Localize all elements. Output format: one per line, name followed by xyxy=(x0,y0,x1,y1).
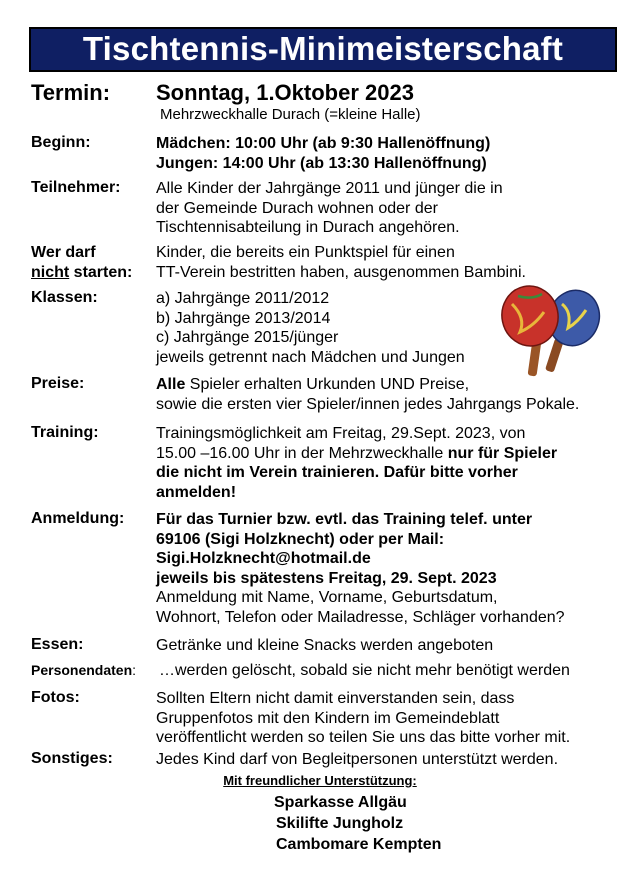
training-line3: die nicht im Verein trainieren. Dafür bitte vorher xyxy=(156,464,518,482)
personendaten-label xyxy=(31,662,136,678)
fotos-line: Sollten Eltern nicht damit einverstanden sein, dass xyxy=(156,690,515,707)
personendaten-colon: : xyxy=(132,662,137,678)
teilnehmer-value xyxy=(156,179,503,238)
termin-label: Termin: xyxy=(31,80,111,105)
fotos-value xyxy=(156,689,570,748)
sonstiges-value xyxy=(156,750,558,770)
sonstiges-label: Sonstiges: xyxy=(31,750,113,767)
anmeldung-bold-line: jeweils bis spätestens Freitag, 29. Sept. 2023 xyxy=(156,569,497,587)
table-tennis-rackets-icon xyxy=(498,282,602,382)
essen-value xyxy=(156,636,493,656)
beginn-value xyxy=(156,134,490,173)
fotos-line: Gruppenfotos mit den Kindern im Gemeindeblatt xyxy=(156,709,500,727)
teilnehmer-line: der Gemeinde Durach wohnen oder der xyxy=(156,199,438,217)
anmeldung-line: Wohnort, Telefon oder Mailadresse, Schläger vorhanden? xyxy=(156,608,565,626)
training-label: Training: xyxy=(31,424,99,441)
page-title: Tischtennis-Minimeisterschaft xyxy=(82,30,564,67)
beginn-line: Mädchen: 10:00 Uhr (ab 9:30 Hallenöffnung) xyxy=(156,135,491,152)
essen-text: Getränke und kleine Snacks werden angeboten xyxy=(156,637,494,654)
klassen-label: Klassen: xyxy=(31,289,98,306)
fotos-line: veröffentlicht werden so teilen Sie uns das bitte vorher mit. xyxy=(156,729,571,747)
anmeldung-value xyxy=(156,510,565,628)
klassen-line: jeweils getrennt nach Mädchen und Jungen xyxy=(156,348,465,366)
preise-label: Preise: xyxy=(31,375,85,392)
sponsor-item: Sparkasse Allgäu xyxy=(274,794,407,811)
anmeldung-bold-line: Für das Turnier bzw. evtl. das Training telef. unter xyxy=(156,511,533,528)
werdarf-label-not: nicht xyxy=(31,263,70,281)
personendaten-text: …werden gelöscht, sobald sie nicht mehr benötigt werden xyxy=(159,662,570,679)
teilnehmer-line: Alle Kinder der Jahrgänge 2011 und jünger die in xyxy=(156,180,503,197)
klassen-line: c) Jahrgänge 2015/jünger xyxy=(156,329,339,347)
beginn-label: Beginn: xyxy=(31,134,91,151)
anmeldung-label: Anmeldung: xyxy=(31,510,125,527)
termin-section xyxy=(31,80,632,124)
title-banner xyxy=(29,27,617,72)
preise-value xyxy=(156,375,579,414)
personendaten-label-text: Personendaten xyxy=(31,662,133,678)
klassen-line: a) Jahrgänge 2011/2012 xyxy=(156,290,330,307)
werdarf-label-rest: starten: xyxy=(69,263,133,281)
klassen-value xyxy=(156,289,465,367)
termin-venue: Mehrzweckhalle Durach (=kleine Halle) xyxy=(160,106,421,123)
training-line2-bold: nur für Spieler xyxy=(447,444,558,462)
klassen-line: b) Jahrgänge 2013/2014 xyxy=(156,309,331,327)
anmeldung-line: Anmeldung mit Name, Vorname, Geburtsdatum, xyxy=(156,589,498,607)
anmeldung-email: Sigi.Holzknecht@hotmail.de xyxy=(156,550,371,568)
teilnehmer-label: Teilnehmer: xyxy=(31,179,121,196)
werdarf-label xyxy=(31,243,132,282)
preise-line1: Spieler erhalten Urkunden UND Preise, xyxy=(185,376,470,393)
training-line4: anmelden! xyxy=(156,483,237,501)
werdarf-label-line1: Wer darf xyxy=(31,244,96,261)
training-line2: 15.00 –16.00 Uhr in der Mehrzweckhalle xyxy=(156,444,448,462)
support-title: Mit freundlicher Unterstützung: xyxy=(223,773,417,788)
training-line1: Trainingsmöglichkeit am Freitag, 29.Sept. 2023, von xyxy=(156,425,526,442)
werdarf-value xyxy=(156,243,526,282)
beginn-line: Jungen: 14:00 Uhr (ab 13:30 Hallenöffnung) xyxy=(156,154,487,172)
preise-line2: sowie die ersten vier Spieler/innen jedes Jahrgangs Pokale. xyxy=(156,395,580,413)
termin-date: Sonntag, 1.Oktober 2023 xyxy=(156,80,414,105)
fotos-label: Fotos: xyxy=(31,689,80,706)
teilnehmer-line: Tischtennisabteilung in Durach angehören. xyxy=(156,219,460,237)
werdarf-line: Kinder, die bereits ein Punktspiel für einen xyxy=(156,244,455,261)
sonstiges-text: Jedes Kind darf von Begleitpersonen unterstützt werden. xyxy=(156,751,559,768)
preise-alle: Alle xyxy=(156,376,186,393)
sponsor-item: Cambomare Kempten xyxy=(276,836,442,853)
sponsor-item: Skilifte Jungholz xyxy=(276,815,404,832)
anmeldung-bold-line: 69106 (Sigi Holzknecht) oder per Mail: xyxy=(156,530,445,548)
training-value xyxy=(156,424,557,502)
werdarf-line: TT-Verein bestritten haben, ausgenommen Bambini. xyxy=(156,263,526,281)
personendaten-value xyxy=(159,661,570,681)
essen-label: Essen: xyxy=(31,636,84,653)
